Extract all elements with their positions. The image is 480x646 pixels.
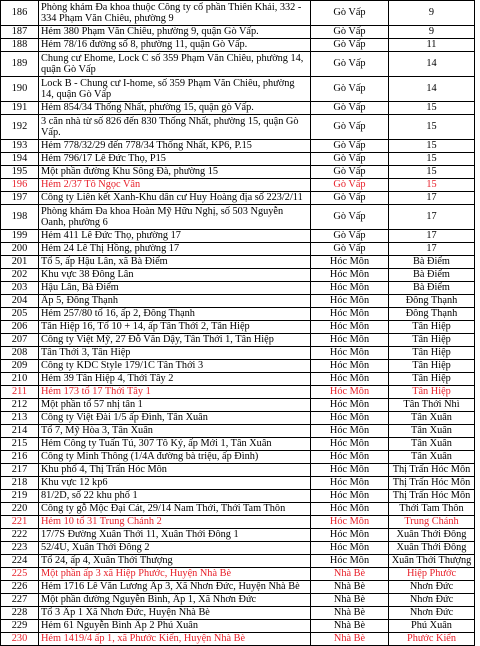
district-cell: Hóc Môn — [311, 269, 389, 282]
district-cell: Gò Vấp — [311, 1, 389, 26]
district-cell: Hóc Môn — [311, 477, 389, 490]
table-row — [1, 477, 475, 490]
table-row — [1, 308, 475, 321]
ward-cell: 9 — [389, 26, 475, 39]
row-number-cell: 204 — [1, 295, 39, 308]
district-cell: Gò Vấp — [311, 230, 389, 243]
address-cell: Hẻm 61 Nguyễn Bình Ấp 2 Phú Xuân — [39, 620, 311, 633]
address-cell: Khu vực 38 Đông Lân — [39, 269, 311, 282]
table-row — [1, 230, 475, 243]
ward-cell: Tân Xuân — [389, 451, 475, 464]
district-cell: Gò Vấp — [311, 205, 389, 230]
address-cell: Hẻm 796/17 Lê Đức Thọ, P15 — [39, 153, 311, 166]
table-row — [1, 607, 475, 620]
row-number-cell: 194 — [1, 153, 39, 166]
district-cell: Hóc Môn — [311, 334, 389, 347]
table-row — [1, 490, 475, 503]
table-row — [1, 568, 475, 581]
table-row — [1, 529, 475, 542]
ward-cell: 14 — [389, 77, 475, 102]
district-cell: Hóc Môn — [311, 451, 389, 464]
address-cell: Khu vực 12 kp6 — [39, 477, 311, 490]
district-cell: Nhà Bè — [311, 594, 389, 607]
table-row — [1, 140, 475, 153]
district-cell: Gò Vấp — [311, 52, 389, 77]
table-row — [1, 102, 475, 115]
row-number-cell: 188 — [1, 39, 39, 52]
row-number-cell: 210 — [1, 373, 39, 386]
table-row — [1, 166, 475, 179]
district-cell: Nhà Bè — [311, 620, 389, 633]
address-cell: Hẻm 778/32/29 đến 778/34 Thống Nhất, KP6, P.15 — [39, 140, 311, 153]
table-row — [1, 542, 475, 555]
address-cell: Công ty Minh Thông (1/4A đường bà triệu, ấp Đình) — [39, 451, 311, 464]
table-row — [1, 399, 475, 412]
address-cell: Phòng khám Đa khoa Hoàn Mỹ Hữu Nghị, số 503 Nguyễn Oanh, phường 6 — [39, 205, 311, 230]
address-cell: Hẻm 24 Lê Thị Hồng, phường 17 — [39, 243, 311, 256]
row-number-cell: 193 — [1, 140, 39, 153]
ward-cell: Nhơn Đức — [389, 581, 475, 594]
district-cell: Nhà Bè — [311, 633, 389, 646]
district-cell: Gò Vấp — [311, 77, 389, 102]
address-cell: Công ty Việt Mỹ, 27 Đỗ Văn Dậy, Tân Thới 1, Tân Hiệp — [39, 334, 311, 347]
row-number-cell: 222 — [1, 529, 39, 542]
address-cell: 52/4U, Xuân Thới Đông 2 — [39, 542, 311, 555]
address-cell: Công ty Việt Đài 1/5 ấp Đình, Tân Xuân — [39, 412, 311, 425]
ward-cell: Bà Điểm — [389, 269, 475, 282]
address-cell: Khu phố 4, Thị Trấn Hóc Môn — [39, 464, 311, 477]
district-cell: Hóc Môn — [311, 386, 389, 399]
table-row — [1, 39, 475, 52]
ward-cell: Nhơn Đức — [389, 594, 475, 607]
ward-cell: Bà Điểm — [389, 282, 475, 295]
ward-cell: 15 — [389, 166, 475, 179]
address-cell: Một phần tổ 57 nhị tân 1 — [39, 399, 311, 412]
address-cell: Tân Hiệp 16, Tổ 10 + 14, ấp Tân Thới 2, Tân Hiệp — [39, 321, 311, 334]
ward-cell: 9 — [389, 1, 475, 26]
row-number-cell: 209 — [1, 360, 39, 373]
row-number-cell: 228 — [1, 607, 39, 620]
row-number-cell: 203 — [1, 282, 39, 295]
table-row — [1, 321, 475, 334]
row-number-cell: 202 — [1, 269, 39, 282]
ward-cell: Xuân Thới Thượng — [389, 555, 475, 568]
address-cell: Hẻm 173 tổ 17 Thới Tây 1 — [39, 386, 311, 399]
district-cell: Gò Vấp — [311, 153, 389, 166]
district-cell: Hóc Môn — [311, 542, 389, 555]
table-row — [1, 282, 475, 295]
address-cell: Hậu Lân, Bà Điểm — [39, 282, 311, 295]
address-cell: 17/7S Đường Xuân Thới 11, Xuân Thới Đông 1 — [39, 529, 311, 542]
district-cell: Hóc Môn — [311, 321, 389, 334]
district-cell: Hóc Môn — [311, 529, 389, 542]
ward-cell: Tân Thới Nhì — [389, 399, 475, 412]
district-cell: Hóc Môn — [311, 347, 389, 360]
district-cell: Gò Vấp — [311, 192, 389, 205]
table-row — [1, 594, 475, 607]
address-cell: Tổ 24, ấp 4, Xuân Thới Thượng — [39, 555, 311, 568]
table-row — [1, 334, 475, 347]
table-row — [1, 269, 475, 282]
district-cell: Hóc Môn — [311, 490, 389, 503]
address-cell: Công ty Liên kết Xanh-Khu dân cư Huy Hoàng địa số 223/2/11 — [39, 192, 311, 205]
ward-cell: Xuân Thới Đông — [389, 542, 475, 555]
row-number-cell: 218 — [1, 477, 39, 490]
ward-cell: 15 — [389, 179, 475, 192]
address-cell: Tân Thới 3, Tân Hiệp — [39, 347, 311, 360]
address-cell: Tổ 7, Mỹ Hòa 3, Tân Xuân — [39, 425, 311, 438]
address-cell: Hẻm 380 Phạm Văn Chiêu, phường 9, quận Gò Vấp. — [39, 26, 311, 39]
row-number-cell: 208 — [1, 347, 39, 360]
row-number-cell: 211 — [1, 386, 39, 399]
district-cell: Gò Vấp — [311, 243, 389, 256]
address-cell: Hẻm 854/34 Thống Nhất, phường 15, quận gò Vấp. — [39, 102, 311, 115]
table-row — [1, 205, 475, 230]
ward-cell: Đông Thạnh — [389, 308, 475, 321]
address-cell: Phòng khám Đa khoa thuộc Công ty cổ phần Thiên Khải, 332 - 334 Phạm Văn Chiêu, phường 9 — [39, 1, 311, 26]
district-cell: Hóc Môn — [311, 503, 389, 516]
row-number-cell: 217 — [1, 464, 39, 477]
table-row — [1, 412, 475, 425]
district-cell: Hóc Môn — [311, 464, 389, 477]
row-number-cell: 214 — [1, 425, 39, 438]
table-row — [1, 581, 475, 594]
district-cell: Hóc Môn — [311, 438, 389, 451]
table-row — [1, 503, 475, 516]
table-row — [1, 386, 475, 399]
row-number-cell: 219 — [1, 490, 39, 503]
ward-cell: Xuân Thới Đông — [389, 529, 475, 542]
address-cell: Hẻm 39 Tân Hiệp 4, Thới Tây 2 — [39, 373, 311, 386]
address-cell: Công ty KDC Style 179/1C Tân Thới 3 — [39, 360, 311, 373]
address-cell: Hẻm Công ty Tuấn Tú, 307 Tô Ký, ấp Mới 1, Tân Xuân — [39, 438, 311, 451]
ward-cell: Trung Chánh — [389, 516, 475, 529]
table-body — [1, 1, 475, 646]
table-row — [1, 347, 475, 360]
ward-cell: Tân Hiệp — [389, 347, 475, 360]
table-row — [1, 373, 475, 386]
ward-cell: Hiệp Phước — [389, 568, 475, 581]
district-cell: Hóc Môn — [311, 373, 389, 386]
row-number-cell: 215 — [1, 438, 39, 451]
table-row — [1, 115, 475, 140]
ward-cell: Tân Hiệp — [389, 334, 475, 347]
table-row — [1, 192, 475, 205]
district-cell: Hóc Môn — [311, 399, 389, 412]
table-row — [1, 425, 475, 438]
district-cell: Hóc Môn — [311, 516, 389, 529]
ward-cell: Tân Xuân — [389, 412, 475, 425]
district-cell: Nhà Bè — [311, 581, 389, 594]
address-cell: Công ty gỗ Mộc Đại Cát, 29/14 Nam Thới, Thới Tam Thôn — [39, 503, 311, 516]
row-number-cell: 230 — [1, 633, 39, 646]
ward-cell: 14 — [389, 52, 475, 77]
district-cell: Hóc Môn — [311, 308, 389, 321]
table-row — [1, 516, 475, 529]
table-row — [1, 26, 475, 39]
ward-cell: Nhơn Đức — [389, 607, 475, 620]
row-number-cell: 192 — [1, 115, 39, 140]
district-cell: Hóc Môn — [311, 256, 389, 269]
district-cell: Gò Vấp — [311, 179, 389, 192]
table-row — [1, 256, 475, 269]
address-cell: Hẻm 411 Lê Đức Thọ, phường 17 — [39, 230, 311, 243]
row-number-cell: 191 — [1, 102, 39, 115]
district-cell: Hóc Môn — [311, 282, 389, 295]
ward-cell: 11 — [389, 39, 475, 52]
address-cell: 81/2D, số 22 khu phố 1 — [39, 490, 311, 503]
table-row — [1, 179, 475, 192]
row-number-cell: 213 — [1, 412, 39, 425]
row-number-cell: 224 — [1, 555, 39, 568]
row-number-cell: 199 — [1, 230, 39, 243]
ward-cell: Tân Hiệp — [389, 373, 475, 386]
address-cell: Hẻm 1419/4 ấp 1, xã Phước Kiển, Huyện Nhà Bè — [39, 633, 311, 646]
row-number-cell: 229 — [1, 620, 39, 633]
district-cell: Gò Vấp — [311, 39, 389, 52]
row-number-cell: 190 — [1, 77, 39, 102]
ward-cell: Tân Hiệp — [389, 386, 475, 399]
table-row — [1, 633, 475, 646]
table-row — [1, 555, 475, 568]
ward-cell: 15 — [389, 115, 475, 140]
table-row — [1, 77, 475, 102]
ward-cell: Thị Trấn Hóc Môn — [389, 464, 475, 477]
row-number-cell: 200 — [1, 243, 39, 256]
row-number-cell: 227 — [1, 594, 39, 607]
ward-cell: 17 — [389, 192, 475, 205]
district-cell: Gò Vấp — [311, 140, 389, 153]
table-row — [1, 153, 475, 166]
table-row — [1, 620, 475, 633]
district-cell: Gò Vấp — [311, 102, 389, 115]
district-cell: Gò Vấp — [311, 115, 389, 140]
table-row — [1, 243, 475, 256]
ward-cell: 17 — [389, 243, 475, 256]
table-row — [1, 438, 475, 451]
district-cell: Gò Vấp — [311, 166, 389, 179]
row-number-cell: 187 — [1, 26, 39, 39]
address-cell: Hẻm 257/80 tổ 16, ấp 2, Đông Thạnh — [39, 308, 311, 321]
table-row — [1, 52, 475, 77]
ward-cell: Tân Xuân — [389, 425, 475, 438]
table-row — [1, 295, 475, 308]
address-cell: Hẻm 10 tổ 31 Trung Chánh 2 — [39, 516, 311, 529]
address-cell: Lock B - Chung cư I-home, số 359 Phạm Văn Chiêu, phường 14, quận Gò Vấp — [39, 77, 311, 102]
row-number-cell: 201 — [1, 256, 39, 269]
ward-cell: Thới Tam Thôn — [389, 503, 475, 516]
district-cell: Hóc Môn — [311, 555, 389, 568]
ward-cell: 15 — [389, 140, 475, 153]
row-number-cell: 226 — [1, 581, 39, 594]
ward-cell: Bà Điểm — [389, 256, 475, 269]
district-cell: Hóc Môn — [311, 425, 389, 438]
district-cell: Hóc Môn — [311, 360, 389, 373]
row-number-cell: 212 — [1, 399, 39, 412]
address-cell: Một phần ấp 3 xã Hiệp Phước, Huyện Nhà Bè — [39, 568, 311, 581]
ward-cell: Thị Trấn Hóc Môn — [389, 490, 475, 503]
row-number-cell: 186 — [1, 1, 39, 26]
row-number-cell: 198 — [1, 205, 39, 230]
address-cell: Hẻm 2/37 Tô Ngọc Vân — [39, 179, 311, 192]
row-number-cell: 189 — [1, 52, 39, 77]
table-row — [1, 464, 475, 477]
district-cell: Hóc Môn — [311, 295, 389, 308]
row-number-cell: 205 — [1, 308, 39, 321]
row-number-cell: 206 — [1, 321, 39, 334]
address-cell: Hẻm 1716 Lê Văn Lương Ấp 3, Xã Nhơn Đức, Huyện Nhà Bè — [39, 581, 311, 594]
district-cell: Nhà Bè — [311, 607, 389, 620]
row-number-cell: 197 — [1, 192, 39, 205]
ward-cell: Thị Trấn Hóc Môn — [389, 477, 475, 490]
ward-cell: Tân Hiệp — [389, 321, 475, 334]
ward-cell: Đông Thạnh — [389, 295, 475, 308]
row-number-cell: 195 — [1, 166, 39, 179]
address-cell: Một phần đường Nguyễn Bình, Ấp 1, Xã Nhơn Đức — [39, 594, 311, 607]
ward-cell: Phú Xuân — [389, 620, 475, 633]
row-number-cell: 207 — [1, 334, 39, 347]
address-cell: Tổ 3 Ấp 1 Xã Nhơn Đức, Huyện Nhà Bè — [39, 607, 311, 620]
address-cell: Một phần đường Khu Sông Đà, phường 15 — [39, 166, 311, 179]
address-cell: Chung cư Ehome, Lock C số 359 Phạm Văn Chiêu, phường 14, quận Gò Vấp — [39, 52, 311, 77]
address-cell: Ấp 5, Đông Thạnh — [39, 295, 311, 308]
row-number-cell: 216 — [1, 451, 39, 464]
ward-cell: 15 — [389, 102, 475, 115]
ward-cell: Tân Xuân — [389, 438, 475, 451]
row-number-cell: 225 — [1, 568, 39, 581]
table-row — [1, 360, 475, 373]
address-cell: 3 căn nhà từ số 826 đến 830 Thống Nhất, phường 15, quận Gò Vấp. — [39, 115, 311, 140]
address-cell: Hẻm 78/16 đường số 8, phường 11, quận Gò Vấp. — [39, 39, 311, 52]
row-number-cell: 221 — [1, 516, 39, 529]
row-number-cell: 223 — [1, 542, 39, 555]
ward-cell: Tân Hiệp — [389, 360, 475, 373]
district-cell: Hóc Môn — [311, 412, 389, 425]
row-number-cell: 196 — [1, 179, 39, 192]
ward-cell: 17 — [389, 230, 475, 243]
table-row — [1, 451, 475, 464]
district-cell: Nhà Bè — [311, 568, 389, 581]
ward-cell: 17 — [389, 205, 475, 230]
address-cell: Tổ 5, ấp Hậu Lân, xã Bà Điểm — [39, 256, 311, 269]
ward-cell: 15 — [389, 153, 475, 166]
district-cell: Gò Vấp — [311, 26, 389, 39]
table-row — [1, 1, 475, 26]
row-number-cell: 220 — [1, 503, 39, 516]
ward-cell: Phước Kiển — [389, 633, 475, 646]
